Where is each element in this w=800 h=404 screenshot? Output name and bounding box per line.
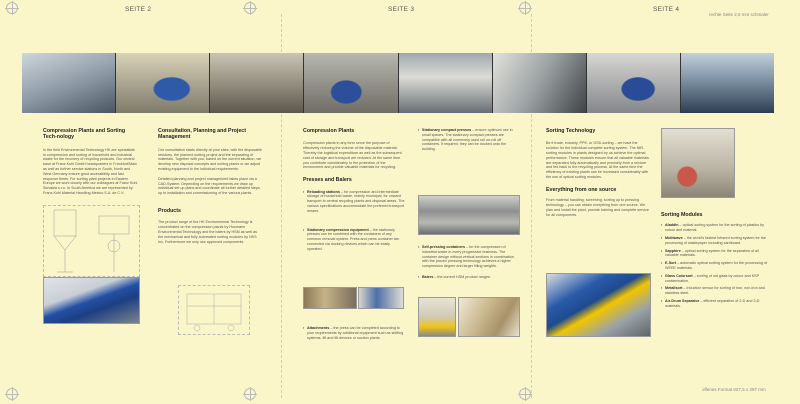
strip-photo-sorting-line bbox=[681, 53, 774, 113]
bullet-attachments: ▪ Attachments – the press can be completed according to your requirements by additional equipment such as shifting systems, lift and tilt devices or suction plants. bbox=[303, 326, 405, 340]
photo-excavator bbox=[43, 277, 140, 324]
registration-mark bbox=[519, 388, 531, 400]
one-source-text: From material handling, screening, sorting up to pressing technology – you can obtain everything from one source. We plan and install the plant, provide training and complete service for all components. bbox=[546, 198, 649, 217]
registration-mark bbox=[6, 2, 18, 14]
page-label-4: SEITE 4 bbox=[653, 6, 680, 13]
module-air-drum-separator: ▪ Air-Drum Separator – efficient separation of 2-D and 3-D materials. bbox=[661, 299, 773, 309]
photo-press-site bbox=[303, 287, 357, 309]
column-1 bbox=[43, 128, 138, 196]
module-glass-colorsort: ▪ Glass Colorsort – sorting of old glass by colour and KSP contamination. bbox=[661, 274, 773, 284]
heading-products: Products bbox=[158, 207, 181, 214]
container-drawing bbox=[178, 285, 250, 335]
bullet-self-pressing: ▪ Self-pressing containers – for the compression of industrial waste in every progressive business. The container design without vertical sections in combination with the proven pressing technology achieves a higher compression degree and larger filling weights. bbox=[418, 245, 520, 269]
column-6 bbox=[661, 212, 773, 309]
heading-sorting-technology: Sorting Technology bbox=[546, 128, 596, 134]
page-label-3: SEITE 3 bbox=[388, 6, 415, 13]
strip-photo-baler bbox=[399, 53, 492, 113]
technical-drawing bbox=[43, 205, 140, 277]
bullet-stationary-compression: ▪ Stationary compression equipment – the stationary presses can be combined with the containers of any common removal system. Press and press container are connected via docking devices which can be easily operated. bbox=[303, 228, 405, 252]
compression-text: Compression plants in any form serve the purpose of effectively reducing the volume of the disposable material. Thereby the logistical expenditure as well as the subsequent cost of storage and transport are reduced. At the same time you contribute considerably to the protection of the environment and provide valuable materials for recycling. bbox=[303, 141, 402, 170]
registration-mark bbox=[244, 388, 256, 400]
registration-mark bbox=[244, 2, 256, 14]
registration-mark bbox=[519, 2, 531, 14]
photo-strip bbox=[22, 53, 774, 113]
photo-compact-press bbox=[418, 195, 520, 235]
heading-one-source: Everything from one source bbox=[546, 186, 617, 193]
heading-compression-sorting: Compression Plants and Sorting Tech-nology bbox=[43, 128, 126, 141]
photo-sorting-plant bbox=[546, 273, 651, 337]
press-outline-drawing bbox=[44, 206, 139, 276]
registration-mark bbox=[6, 388, 18, 400]
column-2 bbox=[158, 128, 263, 244]
module-e-sort: ▪ E-Sort – automatic optical sorting system for the processing of WEEE materials. bbox=[661, 261, 773, 271]
column-3-attachments bbox=[303, 326, 405, 340]
heading-compression-plants: Compression Plants bbox=[303, 128, 355, 134]
bullet-reloading-stations: ▪ Reloading stations – for compression and intermediate storage of household waste, mainly municipal, for onward transport to central recycling plants and disposal areas. The various specifications accommodate the preferred transport means. bbox=[303, 190, 405, 214]
photo-bales bbox=[458, 297, 520, 337]
module-multiwave: ▪ Multiwave – the world's fastest infrared sorting system for the processing of wastepaper including cardboard. bbox=[661, 236, 773, 246]
strip-photo-machinery bbox=[210, 53, 303, 113]
column-4-lower bbox=[418, 245, 520, 280]
format-note: offenes Format 627,5 x 297 mm bbox=[702, 387, 766, 392]
strip-photo-technician bbox=[304, 53, 397, 113]
container-outline-drawing bbox=[179, 286, 249, 334]
sorting-modules-list bbox=[661, 223, 773, 308]
column-3 bbox=[303, 128, 405, 252]
strip-photo-worker-blue bbox=[116, 53, 209, 113]
heading-sorting-modules: Sorting Modules bbox=[661, 212, 703, 218]
strip-photo-engineer bbox=[587, 53, 680, 113]
sorting-technology-text: Be it trade, industry, PPK- or DSD-sorting – we have the solution for the individual complete sorting system. The NIR-sorting modules in plants designed by us achieve the optimal performance. These modules ensure that all valuable materials are separated fully automatically and precisely from a mixture and fed back to the recycling process. At the same time the efficiency of existing plants can be increased considerably with the use of optical sorting modules. bbox=[546, 141, 649, 179]
module-metallsort: ▪ Metallsort – induction sensor for sorting of iron, non-iron and stainless steel. bbox=[661, 286, 773, 296]
heading-presses-balers: Presses and Balers bbox=[303, 177, 352, 184]
products-text: The product range of the HK Environmental Technology is concentrated on the compression plants by Husmann Environmental Technology and the balers by HSM as well as the mechanical and fully automated sorting modules by NSS Inc. Furthermore we only use approved components. bbox=[158, 220, 257, 244]
module-aladdin: ▪ Aladdin – optical sorting system for the sorting of plastics by colour and material. bbox=[661, 223, 773, 233]
heading-consultation: Consultation, Planning and Project Management bbox=[158, 128, 246, 141]
module-sapphire: ▪ Sapphire – optical sorting system for the separation of all valuable materials. bbox=[661, 249, 773, 259]
column-5 bbox=[546, 128, 650, 217]
column-4 bbox=[418, 128, 520, 152]
photo-stationary-press bbox=[358, 287, 404, 309]
consultation-text: Our consultation starts directly at your sites, with the disposable residues, the planned sorting project and the separating of materials. Together with you, based on the current situation, we develop new disposal concepts and sorting plants or we adjust existing equipment to the individual requirements. bbox=[158, 147, 262, 171]
strip-photo-conveyor bbox=[493, 53, 586, 113]
photo-baler-machine bbox=[418, 297, 456, 337]
photo-control-panel bbox=[661, 128, 735, 198]
bullet-compact-presses: ▪ Stationary compact presses – ensure optimum use in small spaces. The stationary compact presses are compatible with all commonly used roll on-roll off containers. If required, they can be docked onto the building. bbox=[418, 128, 520, 152]
trim-note: rechte Seite 2,5 mm schmaler bbox=[709, 12, 769, 17]
bullet-balers: ▪ Balers – the current HSM product ranges. bbox=[418, 275, 520, 280]
planning-text: Detailed planning and project management takes place via a CAD-System. Depending on the requirements we draw up individual set up plans and coordinate all further detailed steps up to installation and commissioning of the various plants. bbox=[158, 176, 260, 196]
strip-photo-office bbox=[22, 53, 115, 113]
page-label-2: SEITE 2 bbox=[125, 6, 152, 13]
intro-text: In the field Environmental Technology HK are specialists in compression and sorting of household and industrial waste for the recovery of recycling products. Our central base at Franz Kuhl GmbH headquarters in Frankfurt/Main as well as further service stations in South, North and West Germany ensure good accessibility and fast response times. For sorting plant projects in Eastern Europe we work closely with our colleagues at Franz Kuhl Slovakia s.r.o. In South America we are represented by Franz Kuhl Material Handling Mexico S.A. de C.V. bbox=[43, 147, 138, 195]
